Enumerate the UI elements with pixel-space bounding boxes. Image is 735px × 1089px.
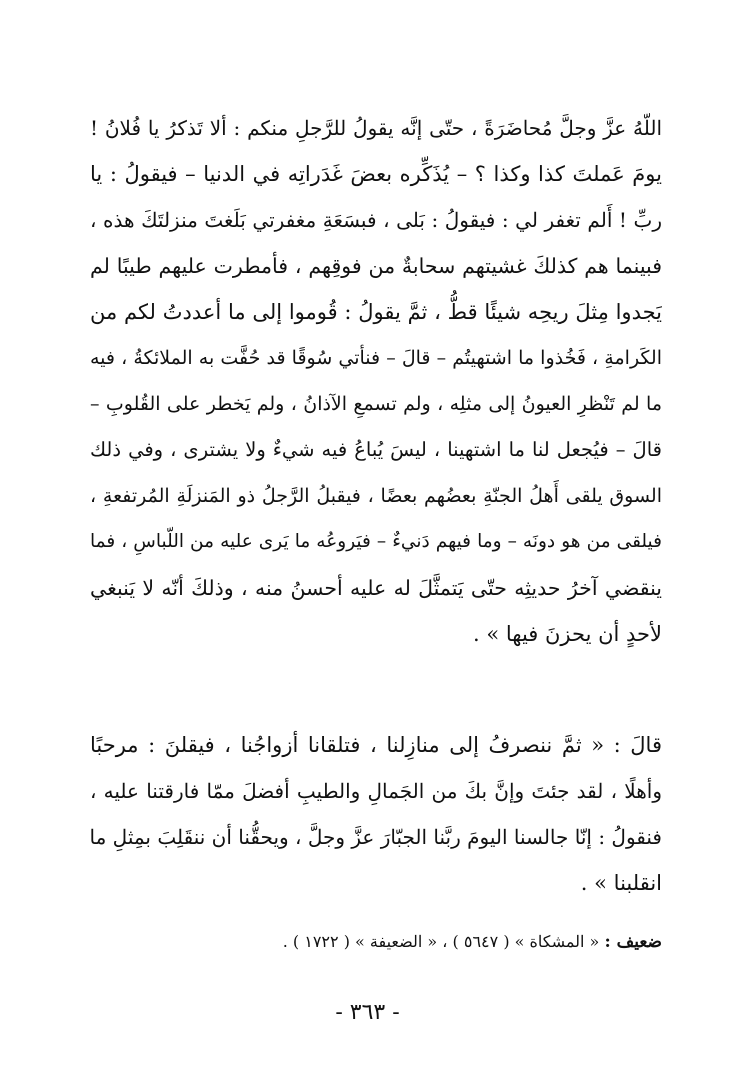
text-line: وأهلًا ، لقد جئتَ وإنَّ بكَ من الجَمالِ والطيبِ أفضلَ ممّا فارقتنا عليه ،: [90, 779, 662, 803]
text-line: فبينما هم كذلكَ غشيتهم سحابةٌ من فوقِهم ، فأمطرت عليهم طيبًا لم: [90, 254, 662, 278]
text-line: قالَ – فيُجعل لنا ما اشتهينا ، ليسَ يُباعُ فيه شيءٌ ولا يشترى ، وفي ذلك: [90, 438, 662, 461]
paragraph-hadith-text: [90, 105, 662, 657]
text-line: انقلبنا » .: [580, 871, 662, 895]
text-line: اللّهُ عزَّ وجلَّ مُحاضَرَةً ، حتّى إنَّه يقولُ للرَّجلِ منكم : ألا تَذكرُ يا فُلانُ !: [90, 116, 662, 140]
text-line: يَجدوا مِثلَ ريحِه شيئًا قطُّ ، ثمَّ يقولُ : قُوموا إلى ما أعددتُ لكم من: [90, 300, 662, 324]
text-line: قالَ : « ثمَّ ننصرفُ إلى منازِلنا ، فتلقانا أزواجُنا ، فيقلنَ : مرحبًا: [90, 733, 662, 757]
footnote-text: « المشكاة » ( ٥٦٤٧ ) ، « الضعيفة » ( ١٧٢٢ ) .: [282, 932, 600, 951]
text-line: الكَرامةِ ، فَخُذوا ما اشتهيتُم – قالَ – فنأتي سُوقًا قد حُفَّت به الملائكةُ ، فيه: [90, 347, 662, 369]
text-line: ربِّ ! أَلم تغفر لي : فيقولُ : بَلى ، فبسَعَةِ مغفرتي بَلَغتَ منزلتَكَ هذه ،: [90, 208, 662, 232]
text-line: ينقضي آخرُ حديثِه حتّى يَتمثَّلَ له عليه أحسنُ منه ، وذلكَ أنّه لا يَنبغي: [90, 576, 662, 600]
text-line: فنقولُ : إنّا جالسنا اليومَ ربَّنا الجبّارَ عزَّ وجلَّ ، ويحقُّنا أن ننقَلِبَ بمِثلِ ما: [90, 825, 662, 849]
text-line: السوق يلقى أَهلُ الجنّةِ بعضُهم بعضًا ، فيقبلُ الرَّجلُ ذو المَنزلَةِ المُرتفعةِ ،: [90, 485, 662, 507]
text-line: فيلقى من هو دونَه – وما فيهم دَنيءٌ – فيَروعُه ما يَرى عليه من اللّباسِ ، فما: [90, 531, 662, 552]
footnote: [90, 928, 662, 956]
text-line: يومَ عَملتَ كذا وكذا ؟ – يُذَكِّره بعضَ غَدَراتِه في الدنيا – فيقولُ : يا: [90, 162, 662, 186]
footnote-label: ضعيف :: [604, 932, 662, 952]
paragraph-continuation: [90, 722, 662, 906]
text-line: لأحدٍ أن يحزنَ فيها » .: [473, 622, 662, 646]
text-line: ما لم تَنْظرِ العيونُ إلى مثلِه ، ولم تسمعِ الآذانُ ، ولم يَخطر على القُلوبِ –: [90, 393, 662, 415]
page-number: - ٣٦٣ -: [335, 1000, 400, 1025]
